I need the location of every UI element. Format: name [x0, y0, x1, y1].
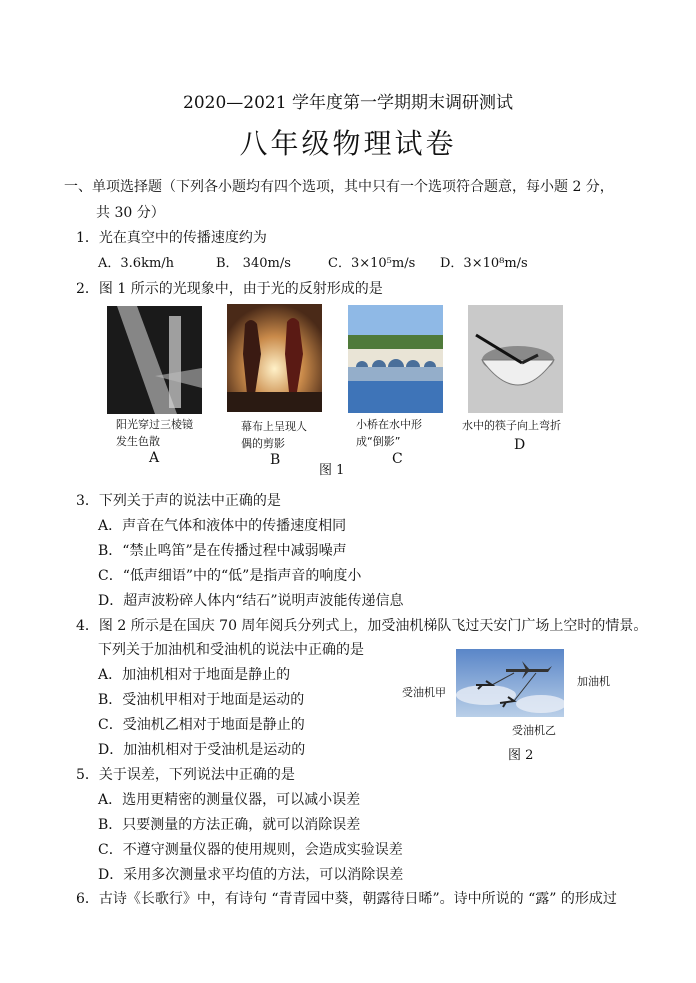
q2-stem: 2．图 1 所示的光现象中，由于光的反射形成的是	[76, 281, 383, 297]
figure-letter-d: D	[514, 437, 526, 453]
figure-letter-b: B	[270, 452, 281, 468]
section-heading: 一、单项选择题（下列各小题均有四个选项，其中只有一个选项符合题意，每小题 2 分，	[64, 179, 614, 195]
q3-option-d: D．超声波粉碎人体内“结石”说明声波能传递信息	[98, 593, 404, 609]
section-heading-cont: 共 30 分）	[96, 205, 165, 221]
exam-subtitle: 2020—2021 学年度第一学期期末调研测试	[183, 93, 513, 113]
q5-option-a: A．选用更精密的测量仪器，可以减小误差	[98, 792, 361, 808]
q1-option-b: B． 340m/s	[216, 256, 291, 271]
q4-option-d: D．加油机相对于受油机是运动的	[98, 742, 306, 758]
q1-option-c: C．3×10⁵m/s	[328, 256, 416, 271]
q4-option-c: C．受油机乙相对于地面是静止的	[98, 717, 305, 733]
q4-stem: 4．图 2 所示是在国庆 70 周年阅兵分列式上，加受油机梯队飞过天安门广场上空时的情景。	[76, 618, 648, 634]
bent-chopsticks-image	[468, 305, 563, 413]
label-receiver-b: 受油机乙	[512, 724, 556, 737]
shadow-puppet-image	[227, 304, 322, 412]
figure-letter-c: C	[392, 451, 403, 467]
bridge-reflection-image	[348, 305, 443, 413]
refueling-aircraft-image	[456, 649, 564, 717]
prism-dispersion-image	[107, 306, 202, 414]
label-tanker: 加油机	[577, 675, 610, 688]
q4-stem-cont: 下列关于加油机和受油机的说法中正确的是	[98, 642, 364, 658]
label-receiver-a: 受油机甲	[402, 686, 446, 699]
q5-stem: 5．关于误差，下列说法中正确的是	[76, 767, 295, 783]
q3-option-a: A．声音在气体和液体中的传播速度相同	[98, 518, 347, 534]
q3-option-b: B．“禁止鸣笛”是在传播过程中减弱噪声	[98, 543, 347, 559]
q1-option-d: D．3×10⁸m/s	[440, 256, 528, 271]
q3-stem: 3．下列关于声的说法中正确的是	[76, 493, 281, 509]
figure2-label: 图 2	[508, 748, 534, 763]
q5-option-c: C．不遵守测量仪器的使用规则，会造成实验误差	[98, 842, 403, 858]
q5-option-b: B．只要测量的方法正确，就可以消除误差	[98, 817, 361, 833]
q5-option-d: D．采用多次测量求平均值的方法，可以消除误差	[98, 867, 404, 883]
caption-d: 水中的筷子向上弯折	[462, 419, 561, 432]
q4-option-b: B．受油机甲相对于地面是运动的	[98, 692, 305, 708]
q6-stem: 6．古诗《长歌行》中，有诗句 “青青园中葵，朝露待日晞”。诗中所说的 “露” 的形成过	[76, 891, 617, 907]
caption-a: 阳光穿过三棱镜发生色散	[116, 418, 193, 448]
q1-stem: 1．光在真空中的传播速度约为	[76, 230, 267, 246]
figure1-label: 图 1	[319, 463, 345, 478]
exam-title: 八年级物理试卷	[239, 127, 457, 160]
caption-c: 小桥在水中形成“倒影”	[356, 418, 422, 448]
q3-option-c: C．“低声细语”中的“低”是指声音的响度小	[98, 568, 362, 584]
q4-option-a: A．加油机相对于地面是静止的	[98, 667, 291, 683]
figure-letter-a: A	[149, 450, 160, 466]
caption-b: 幕布上呈现人偶的剪影	[241, 420, 307, 450]
q1-option-a: A．3.6km/h	[98, 256, 175, 271]
